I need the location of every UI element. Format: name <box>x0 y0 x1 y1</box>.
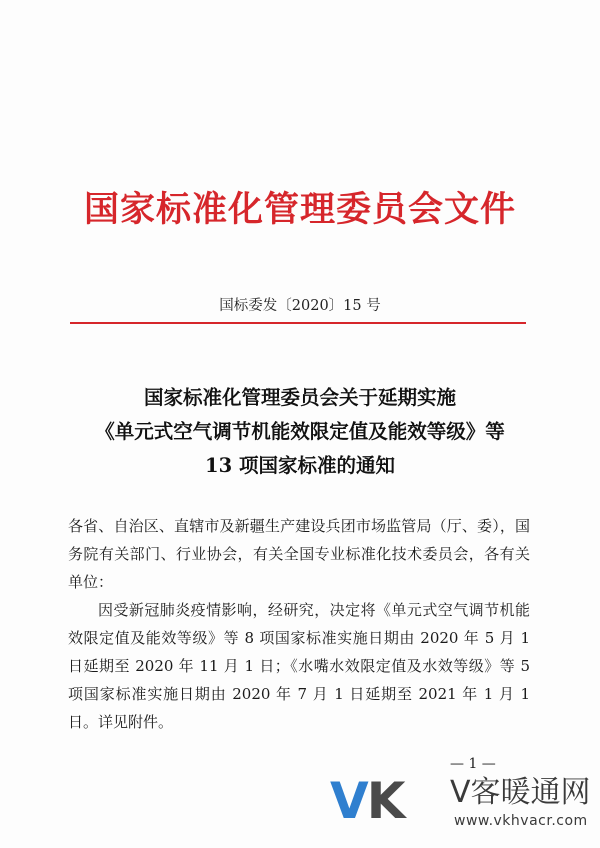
watermark-url: www.vkhvacr.com <box>454 813 588 829</box>
main-paragraph: 因受新冠肺炎疫情影响，经研究，决定将《单元式空气调节机能效限定值及能效等级》等 8 项国家标准实施日期由 2020 年 5 月 1 日延期至 2020 年 11 月 1 日；《水嘴水效限定值及水效等级》等 5 项国家标准实施日期由 2020 年 7 月 1 日延期至 2021 年 1 月 1 日。详见附件。 <box>68 601 530 731</box>
notice-title-line-3: 13 项国家标准的通知 <box>205 454 395 477</box>
watermark-logo <box>330 773 403 829</box>
watermark-site-name: V客暖通网 <box>450 775 591 810</box>
document-header-title: 国家标准化管理委员会文件 <box>83 189 516 230</box>
notice-body <box>68 512 530 736</box>
notice-title <box>40 381 560 483</box>
watermark-logo-k: K <box>366 772 404 830</box>
page-number: — 1 — <box>450 756 496 772</box>
notice-title-line-2: 《单元式空气调节机能效限定值及能效等级》等 <box>95 420 505 443</box>
notice-title-line-1: 国家标准化管理委员会关于延期实施 <box>143 386 456 409</box>
watermark <box>330 773 592 837</box>
document-number: 国标委发〔2020〕15 号 <box>219 298 381 314</box>
recipients-paragraph: 各省、自治区、直辖市及新疆生产建设兵团市场监管局（厅、委），国务院有关部门、行业协会，有关全国专业标准化技术委员会，各有关单位： <box>68 517 530 591</box>
watermark-logo-v: V <box>330 772 367 830</box>
red-divider-line <box>70 322 526 324</box>
